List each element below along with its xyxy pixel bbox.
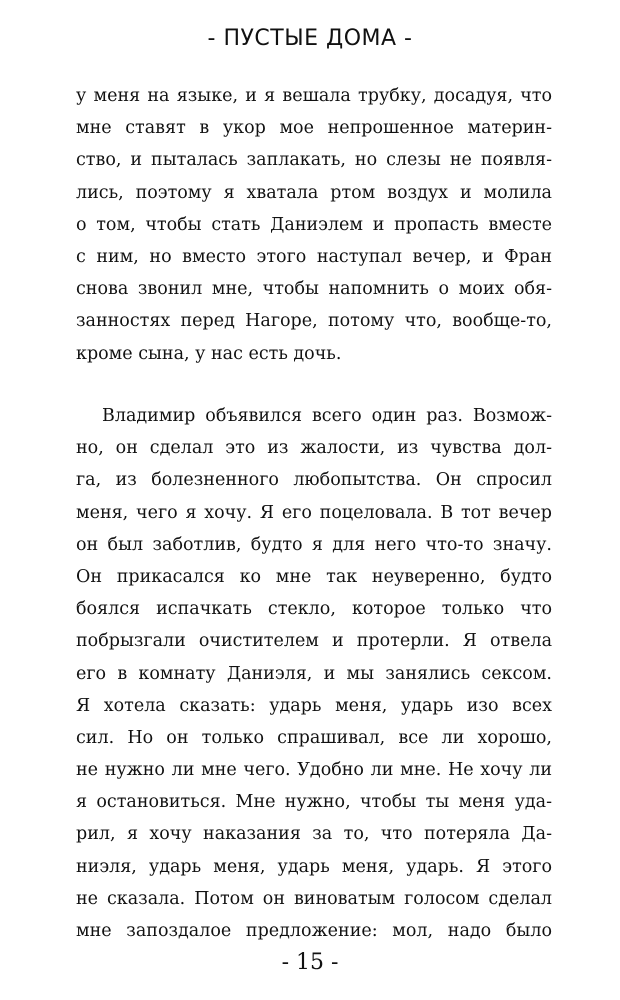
text-line: сил. Но он только спрашивал, все ли хорошо,	[76, 727, 552, 748]
text-line: ство, и пыталась заплакать, но слезы не появля-	[76, 150, 552, 171]
text-line: ниэля, ударь меня, ударь меня, ударь. Я этого	[76, 856, 552, 877]
text-line: кроме сына, у нас есть дочь.	[76, 343, 342, 364]
text-line: снова звонил мне, чтобы напомнить о моих обя-	[76, 279, 552, 300]
text-line: меня, чего я хочу. Я его поцеловала. В тот вечер	[76, 502, 552, 523]
text-line: рил, я хочу наказания за то, что потеряла Да-	[76, 824, 552, 845]
text-line: с ним, но вместо этого наступал вечер, и Фран	[76, 246, 552, 267]
text-line: но, он сделал это из жалости, из чувства дол-	[76, 438, 552, 459]
text-line: лись, поэтому я хватала ртом воздух и молила	[76, 182, 552, 203]
text-line: мне запоздалое предложение: мол, надо было	[76, 921, 552, 941]
text-line: не нужно ли мне чего. Удобно ли мне. Не хочу ли	[76, 760, 552, 781]
text-line: га, из болезненного любопытства. Он спросил	[76, 470, 552, 491]
text-line: его в комнату Даниэля, и мы занялись сексом.	[76, 663, 552, 684]
text-line: мне ставят в укор мое непрошенное материн-	[76, 118, 552, 139]
text-line: Я хотела сказать: ударь меня, ударь изо всех	[76, 695, 552, 716]
text-line: не сказала. Потом он виноватым голосом сделал	[76, 888, 552, 909]
text-line: Владимир объявился всего один раз. Возмож-	[102, 406, 552, 426]
paragraph-1	[76, 80, 552, 370]
text-line: Он прикасался ко мне так неуверенно, будто	[76, 566, 552, 587]
text-line: побрызгали очистителем и протерли. Я отвела	[76, 631, 552, 652]
text-line: занностях перед Нагоре, потому что, вообще-то,	[76, 311, 552, 332]
text-line: у меня на языке, и я вешала трубку, досадуя, что	[76, 86, 552, 106]
running-header: - ПУСТЫЕ ДОМА -	[207, 26, 413, 51]
text-line: о том, чтобы стать Даниэлем и пропасть вместе	[76, 214, 552, 235]
page-number: - 15 -	[281, 950, 339, 975]
paragraph-2	[76, 400, 552, 947]
text-line: он был заботлив, будто я для него что-то значу.	[76, 534, 552, 555]
text-line: я остановиться. Мне нужно, чтобы ты меня уда-	[76, 792, 552, 813]
text-line: боялся испачкать стекло, которое только что	[76, 599, 552, 620]
